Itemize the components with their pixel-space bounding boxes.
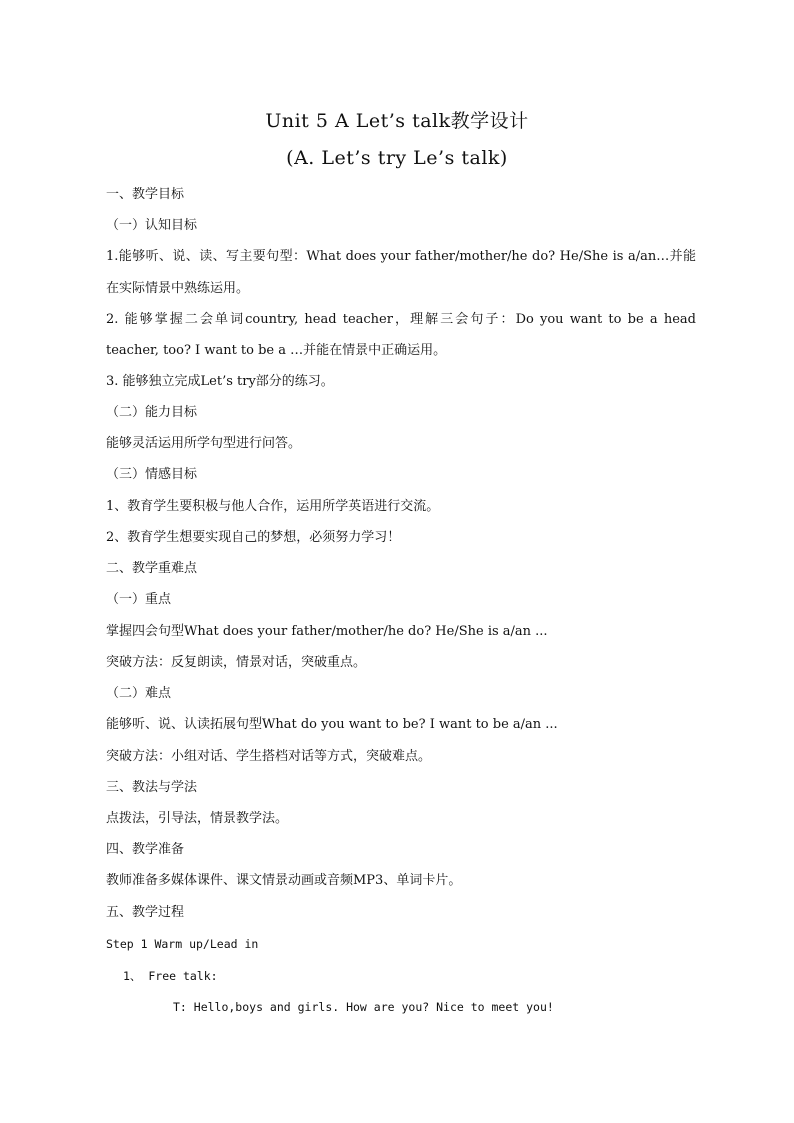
section-heading-preparation: 四、教学准备 <box>106 842 185 857</box>
paragraph-line: 2、教育学生想要实现自己的梦想，必须努力学习！ <box>106 530 401 545</box>
section-heading-objectives: 一、教学目标 <box>106 187 185 202</box>
step-heading: Step 1 Warm up/Lead in <box>106 937 259 951</box>
paragraph-line: 3. 能够独立完成Let’s try部分的练习。 <box>106 374 334 389</box>
section-heading-process: 五、教学过程 <box>106 905 185 920</box>
subheading-ability: （二）能力目标 <box>106 405 198 420</box>
paragraph-line: 突破方法：小组对话、学生搭档对话等方式，突破难点。 <box>106 749 432 764</box>
document-subtitle: (A. Let’s try Le’s talk) <box>286 147 508 169</box>
subheading-emotion: （三）情感目标 <box>106 467 198 482</box>
section-heading-methods: 三、教法与学法 <box>106 780 198 795</box>
paragraph-line: 能够灵活运用所学句型进行问答。 <box>106 436 302 451</box>
paragraph-line: 1.能够听、说、读、写主要句型：What does your father/mother/he do? He/She is a/an…并能 <box>106 249 696 264</box>
subheading-key: （一）重点 <box>106 592 172 607</box>
paragraph-line: teacher, too? I want to be a …并能在情景中正确运用。 <box>106 343 447 358</box>
paragraph-line: 能够听、说、认读拓展句型What do you want to be? I want to be a/an ... <box>106 717 558 732</box>
section-heading-key-points: 二、教学重难点 <box>106 561 198 576</box>
dialogue-line: T: Hello,boys and girls. How are you? Nice to meet you! <box>173 1000 554 1014</box>
paragraph-line: 1、教育学生要积极与他人合作，运用所学英语进行交流。 <box>106 499 440 514</box>
subheading-difficult: （二）难点 <box>106 686 172 701</box>
paragraph-line: 在实际情景中熟练运用。 <box>106 281 250 296</box>
paragraph-line: 掌握四会句型What does your father/mother/he do? He/She is a/an ... <box>106 624 548 639</box>
document-title: Unit 5 A Let’s talk教学设计 <box>265 110 529 132</box>
paragraph-line: 2. 能够掌握二会单词country, head teacher，理解三会句子：Do you want to be a head <box>106 312 696 327</box>
paragraph-line: 点拨法，引导法，情景教学法。 <box>106 811 289 826</box>
paragraph-line: 教师准备多媒体课件、课文情景动画或音频MP3、单词卡片。 <box>106 873 462 888</box>
subheading-cognitive: （一）认知目标 <box>106 218 198 233</box>
paragraph-line: 突破方法：反复朗读，情景对话，突破重点。 <box>106 655 367 670</box>
list-item: 1、 Free talk: <box>123 969 218 983</box>
